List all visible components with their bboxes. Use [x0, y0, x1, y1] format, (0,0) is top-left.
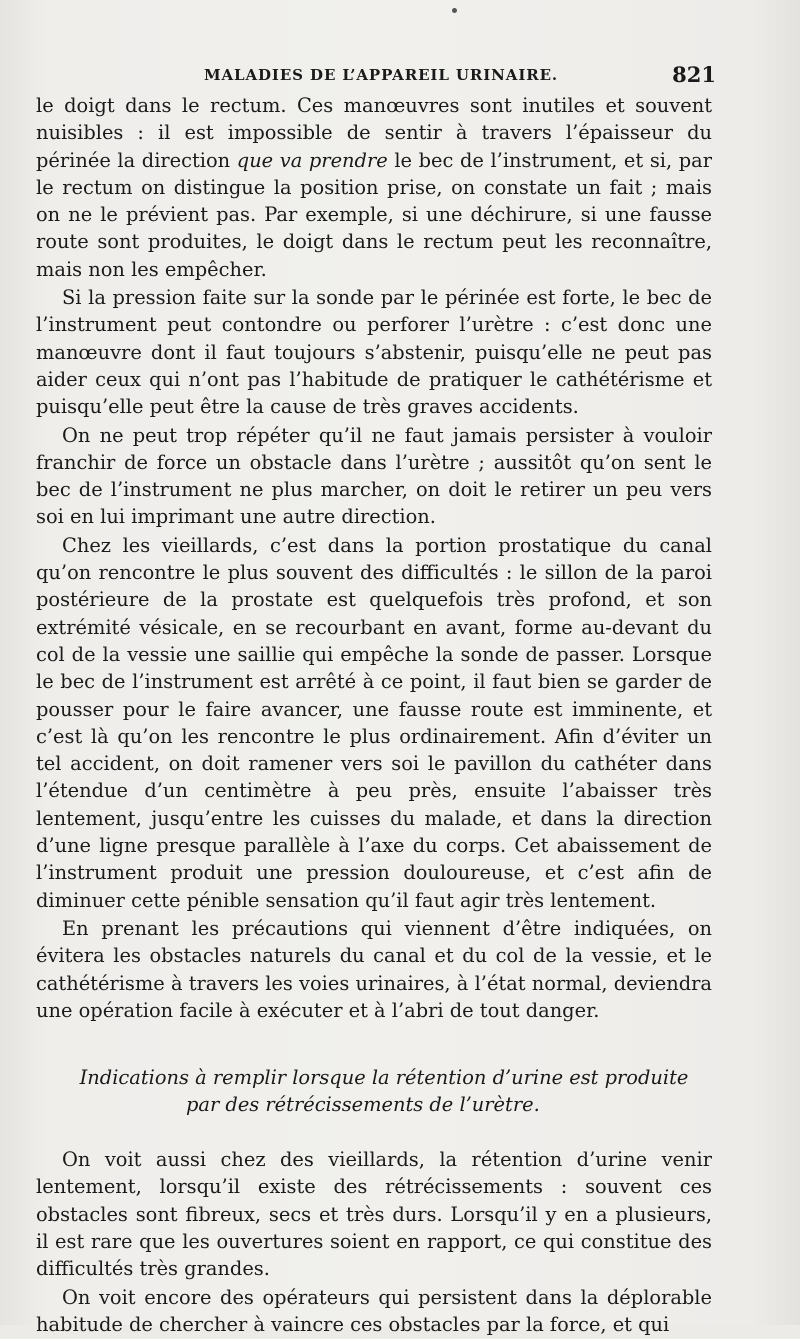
paragraph-6: On voit aussi chez des vieillards, la rétention d’urine venir lentement, lorsqu’il existe des rétrécissements : souvent ces obstacles sont fibreux, secs et très durs. Lorsqu’il y en a plusieurs, il est rare que les ouvertures soient en rapport, ce qui constitue des difficultés très grandes. [36, 1148, 712, 1281]
ink-speck [452, 8, 457, 13]
paragraph-2: Si la pression faite sur la sonde par le périnée est forte, le bec de l’instrument peut contondre ou perforer l’urètre : c’est donc une manœuvre dont il faut toujours s’abstenir, puisqu’elle ne peut pas aider ceux qui n’ont pas l’habitude de pratiquer le cathétérisme et puisqu’elle peut être la cause de très graves accidents. [36, 286, 712, 419]
paragraph-3: On ne peut trop répéter qu’il ne faut jamais persister à vouloir franchir de force un obstacle dans l’urètre ; aussitôt qu’on sent le bec de l’instrument ne plus marcher, on doit le retirer un peu vers soi en lui imprimant une autre direction. [36, 423, 712, 529]
body-text [36, 92, 712, 1339]
section-heading-line-1: Indications à remplir lorsque la rétention d’urine est produite [79, 1066, 689, 1090]
italic-phrase: que va prendre [236, 148, 388, 172]
page-number: 821 [672, 62, 716, 87]
section-heading-line-2: par des rétrécissements de l’urètre. [186, 1093, 540, 1117]
page-header [36, 62, 716, 92]
section-heading [36, 1064, 712, 1118]
paragraph-5: En prenant les précautions qui viennent d’être indiquées, on évitera les obstacles naturels du canal et du col de la vessie, et le cathétérisme à travers les voies urinaires, à l’état normal, deviendra une opération facile à exécuter et à l’abri de tout danger. [36, 916, 712, 1022]
running-title: MALADIES DE L’APPAREIL URINAIRE. [204, 66, 559, 84]
paragraph-7: On voit encore des opérateurs qui persistent dans la déplorable habitude de chercher à vaincre ces obstacles par la force, et qui [36, 1285, 712, 1336]
paragraph-4: Chez les vieillards, c’est dans la portion prostatique du canal qu’on rencontre le plus souvent des difficultés : le sillon de la paroi postérieure de la prostate est quelquefois très profond, et son extrémité vésicale, en se recourbant en avant, forme au-devant du col de la vessie une saillie qui empêche la sonde de passer. Lorsque le bec de l’instrument est arrêté à ce point, il faut bien se garder de pousser pour le faire avancer, une fausse route est imminente, et c’est là qu’on les rencontre le plus ordinairement. Afin d’éviter un tel accident, on doit ramener vers soi le pavillon du cathéter dans l’étendue d’un centimètre à peu près, ensuite l’abaisser très lentement, jusqu’entre les cuisses du malade, et dans la direction d’une ligne presque parallèle à l’axe du corps. Cet abaissement de l’instrument produit une pression douloureuse, et c’est afin de diminuer cette pénible sensation qu’il faut agir très lentement. [36, 533, 712, 912]
paragraph-1: le doigt dans le rectum. Ces manœuvres sont inutiles et souvent nuisibles : il est impossible de sentir à travers l’épaisseur du périnée la direction que va prendre le bec de l’instrument, et si, par le rectum on distingue la position prise, on constate un fait ; mais on ne le prévient pas. Par exemple, si une déchirure, si une fausse route sont produites, le doigt dans le rectum peut les reconnaître, mais non les empêcher. [36, 94, 712, 281]
